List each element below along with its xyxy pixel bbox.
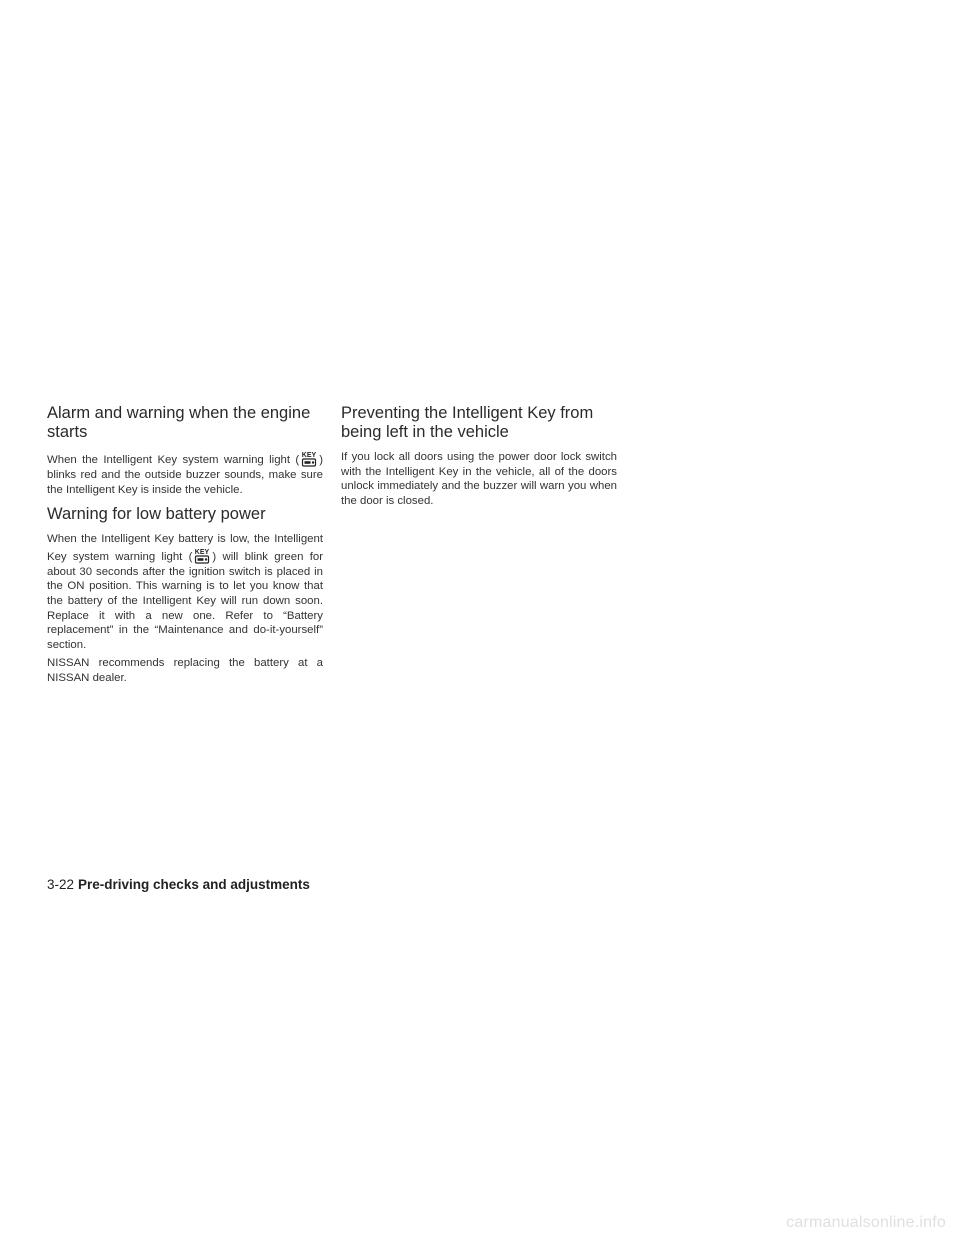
paragraph-low-battery-text-b: ) will blink green for about 30 seconds after the ignition switch is placed in the ON position. This warning is to let you know that the battery of the Intelligent Key will run down soon. Replace it with a new one. Refer to “Battery replacement” in the “Maintenance and do-it-yourself” section. xyxy=(47,550,323,651)
right-column xyxy=(341,404,617,512)
paragraph-low-battery-text-a: When the Intelligent Key battery is low, the Intelligent Key system warning light ( xyxy=(47,533,323,563)
heading-alarm-warning: Alarm and warning when the engine starts xyxy=(47,404,311,441)
page-footer xyxy=(47,877,310,892)
paragraph-alarm-warning xyxy=(47,450,323,497)
paragraph-key-left-in-vehicle: If you lock all doors using the power door lock switch with the Intelligent Key in the vehicle, all of the doors unlock immediately and the buzzer will warn you when the door is closed. xyxy=(341,451,617,507)
paragraph-alarm-warning-text-b: ) blinks red and the outside buzzer sounds, make sure the Intelligent Key is inside the vehicle. xyxy=(47,454,323,496)
watermark: carmanualsonline.info xyxy=(786,1214,946,1231)
paragraph-low-battery xyxy=(47,532,323,652)
paragraph-alarm-warning-text-a: When the Intelligent Key system warning light ( xyxy=(47,454,300,466)
paragraph-dealer-recommendation: NISSAN recommends replacing the battery at a NISSAN dealer. xyxy=(47,657,323,684)
heading-key-left-in-vehicle: Preventing the Intelligent Key from being left in the vehicle xyxy=(341,404,594,441)
heading-low-battery: Warning for low battery power xyxy=(47,505,266,524)
key-warning-icon xyxy=(193,547,211,565)
key-warning-icon-label: KEY xyxy=(195,548,210,556)
left-column xyxy=(47,404,323,690)
key-warning-icon xyxy=(300,450,318,468)
page-number: 3-22 xyxy=(47,877,75,892)
section-title: Pre-driving checks and adjustments xyxy=(78,877,310,892)
key-warning-icon-label: KEY xyxy=(302,452,317,459)
